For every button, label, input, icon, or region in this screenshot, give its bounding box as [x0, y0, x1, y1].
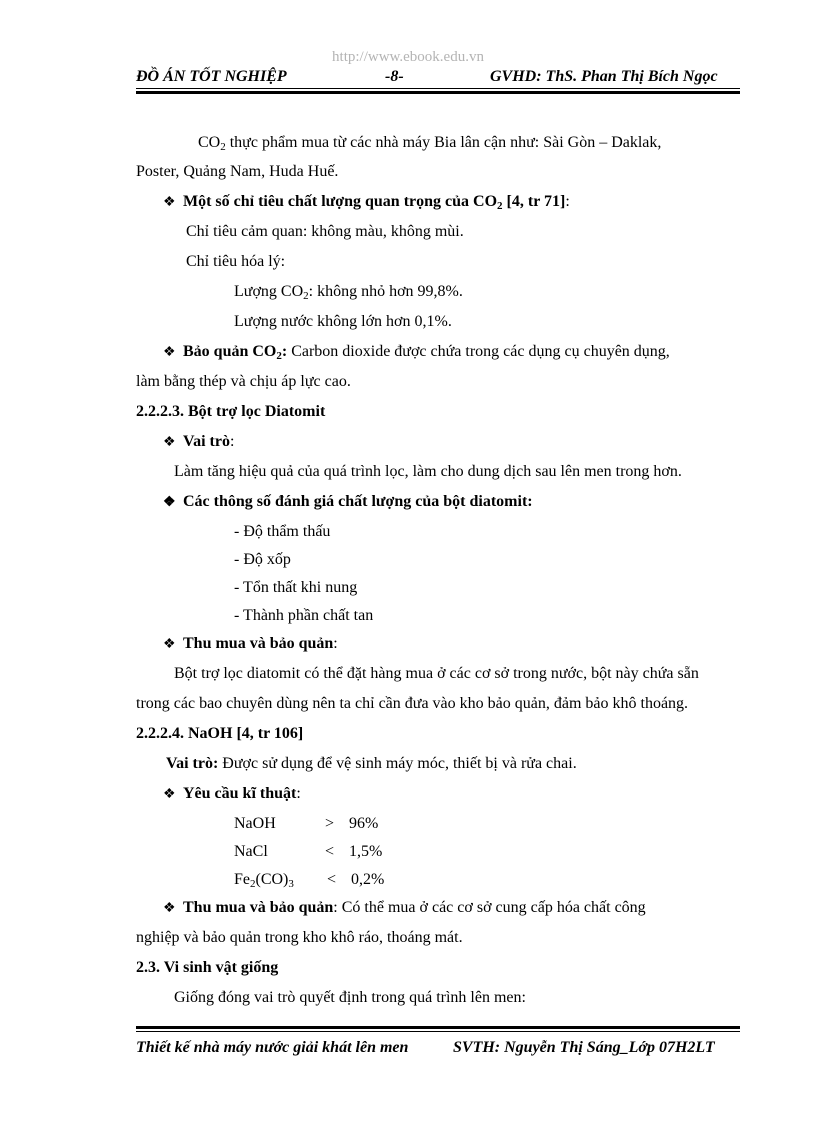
bullet-icon: ❖ — [163, 195, 176, 210]
footer-rule-thick — [136, 1026, 740, 1029]
co2-intro-line1: $CO_2$ thực phẩm mua từ các nhà máy Bia lân cận như: Sài Gòn – Daklak, — [198, 134, 662, 153]
purchase-text: Bột trợ lọc diatomit có thể đặt hàng mua ở các cơ sở trong nước, bột này chứa sẵn — [174, 665, 699, 682]
tech-heading: ❖ Yêu cầu kĩ thuật: — [163, 784, 301, 805]
footer-project-title: Thiết kế nhà máy nước giải khát lên men — [136, 1039, 409, 1056]
section-naoh-heading: 2.2.2.4. NaOH [4, tr 106] — [136, 725, 304, 742]
naoh-purchase: ❖ Thu mua và bảo quản: Có thể mua ở các cơ sở cung cấp hóa chất công — [163, 898, 646, 919]
watermark-url: http://www.ebook.edu.vn — [332, 49, 484, 65]
bullet-icon: ❖ — [163, 345, 176, 360]
bullet-icon: ❖ — [163, 901, 176, 916]
section-diatomit-heading: 2.2.2.3. Bột trợ lọc Diatomit — [136, 403, 326, 420]
header-page-number: -8- — [385, 68, 404, 85]
water-amount: Lượng nước không lớn hơn 0,1%. — [234, 313, 452, 330]
physchem-criteria: Chỉ tiêu hóa lý: — [186, 253, 286, 270]
param-item: - Độ thẩm thấu — [234, 523, 331, 540]
bullet-icon: ❖ — [163, 435, 176, 450]
bullet-icon: ❖ — [163, 495, 176, 510]
spec-name: NaOH — [234, 815, 276, 832]
spec-name: NaCl — [234, 843, 268, 860]
header-supervisor: GVHD: ThS. Phan Thị Bích Ngọc — [490, 68, 718, 85]
storage-line2: làm bằng thép và chịu áp lực cao. — [136, 373, 351, 390]
bullet-icon: ❖ — [163, 787, 176, 802]
role-text: Làm tăng hiệu quả của quá trình lọc, làm cho dung dịch sau lên men trong hơn. — [174, 463, 682, 480]
spec-value: 0,2% — [351, 871, 385, 888]
spec-operator: > — [325, 815, 335, 832]
section-micro-heading: 2.3. Vi sinh vật giống — [136, 959, 279, 976]
header-rule-thick — [136, 91, 740, 94]
purchase-heading: ❖ Thu mua và bảo quản: — [163, 634, 338, 655]
header-rule-thin — [136, 88, 740, 89]
naoh-role: Vai trò: Được sử dụng để vệ sinh máy móc, thiết bị và rửa chai. — [166, 755, 577, 772]
bullet-icon: ❖ — [163, 637, 176, 652]
param-item: - Tổn thất khi nung — [234, 579, 358, 596]
purchase-line2: trong các bao chuyên dùng nên ta chỉ cần đưa vào kho bảo quản, đảm bảo khô thoáng. — [136, 695, 689, 712]
micro-text: Giống đóng vai trò quyết định trong quá trình lên men: — [174, 989, 526, 1006]
sensory-criteria: Chỉ tiêu cảm quan: không màu, không mùi. — [186, 223, 464, 240]
params-heading: ❖ Các thông số đánh giá chất lượng của bột diatomit: — [163, 492, 533, 513]
co2-intro-line2: Poster, Quảng Nam, Huda Huế. — [136, 163, 339, 180]
param-item: - Độ xốp — [234, 551, 291, 568]
footer-rule-thin — [136, 1031, 740, 1032]
spec-operator: < — [327, 871, 337, 888]
co2-amount: Lượng $CO_2$: không nhỏ hơn 99,8%. — [234, 283, 463, 302]
storage-paragraph: ❖ Bảo quản $CO_2$: Carbon dioxide được chứa trong các dụng cụ chuyên dụng, — [163, 343, 670, 362]
header-title: ĐỒ ÁN TỐT NGHIỆP — [136, 68, 287, 85]
spec-value: 96% — [349, 815, 379, 832]
role-heading: ❖ Vai trò: — [163, 432, 234, 453]
quality-heading: ❖ Một số chỉ tiêu chất lượng quan trọng của $CO_2$ [4, tr 71]: — [163, 193, 570, 212]
param-item: - Thành phần chất tan — [234, 607, 374, 624]
footer-student: SVTH: Nguyễn Thị Sáng_Lớp 07H2LT — [453, 1039, 715, 1056]
spec-name: $Fe_2(CO)_3$ — [234, 871, 294, 890]
naoh-purchase-line2: nghiệp và bảo quản trong kho khô ráo, thoáng mát. — [136, 929, 463, 946]
spec-operator: < — [325, 843, 335, 860]
spec-value: 1,5% — [349, 843, 383, 860]
